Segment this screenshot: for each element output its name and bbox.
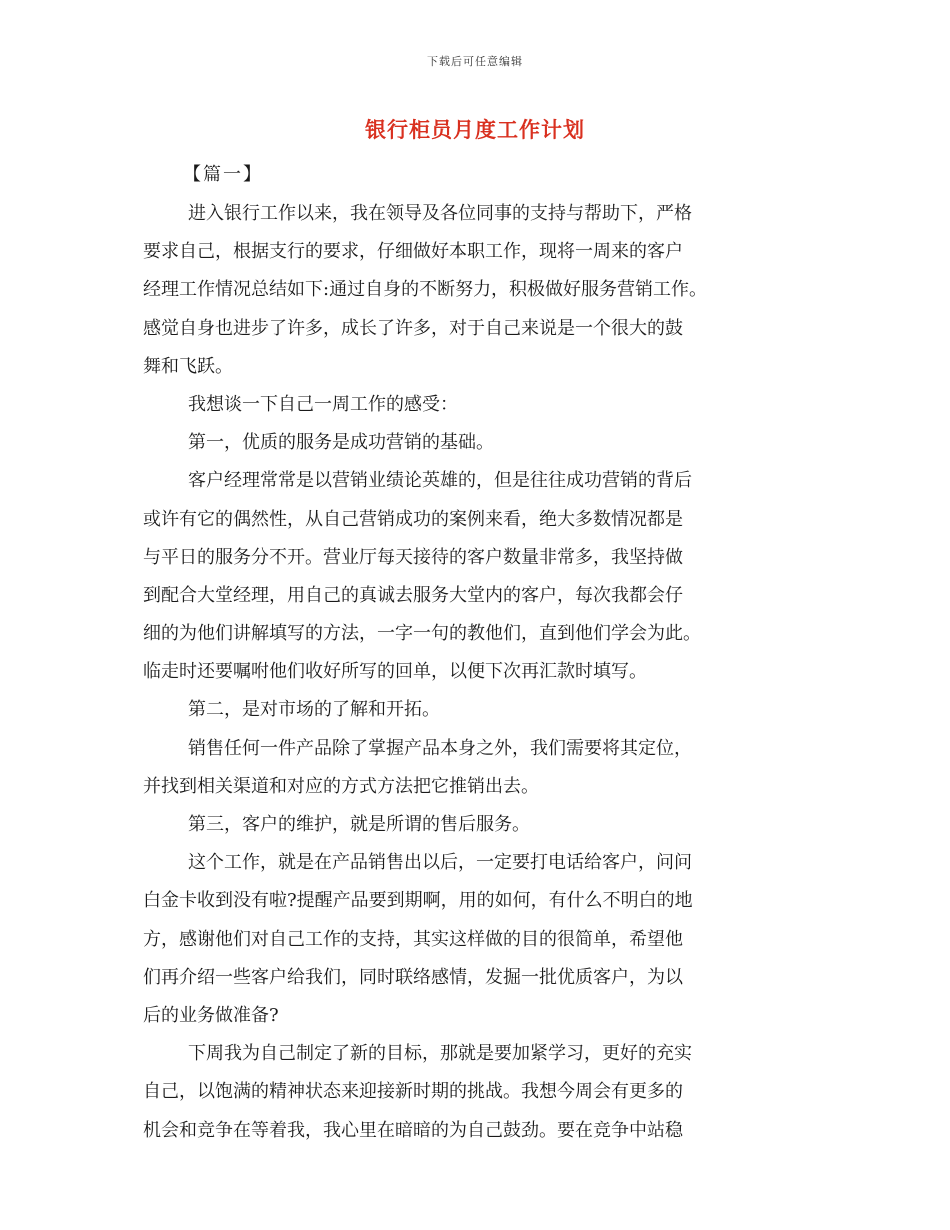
text-line: 进入银行工作以来，我在领导及各位同事的支持与帮助下，严格 bbox=[188, 203, 692, 224]
text-line: 自己，以饱满的精神状态来迎接新时期的挑战。我想今周会有更多的 bbox=[143, 1081, 683, 1103]
text-line: 或许有它的偶然性，从自己营销成功的案例来看，绝大多数情况都是 bbox=[143, 508, 683, 530]
text-line: 并找到相关渠道和对应的方式方法把它推销出去。 bbox=[143, 775, 539, 797]
text-line: 经理工作情况总结如下:通过自身的不断努力，积极做好服务营销工作。 bbox=[143, 279, 708, 301]
text-line: 白金卡收到没有啦?提醒产品要到期啊，用的如何，有什么不明白的地 bbox=[143, 890, 693, 912]
text-line: 我想谈一下自己一周工作的感受： bbox=[188, 393, 458, 415]
text-line: 第三，客户的维护，就是所谓的售后服务。 bbox=[188, 814, 530, 835]
text-line: 机会和竞争在等着我，我心里在暗暗的为自己鼓劲。要在竞争中站稳 bbox=[143, 1119, 683, 1141]
document-body bbox=[0, 195, 950, 1150]
text-line: 与平日的服务分不开。营业厅每天接待的客户数量非常多，我坚持做 bbox=[143, 546, 683, 568]
text-line: 后的业务做准备? bbox=[143, 1004, 279, 1026]
text-line: 要求自己，根据支行的要求，仔细做好本职工作，现将一周来的客户 bbox=[143, 241, 683, 263]
text-line: 舞和飞跃。 bbox=[143, 355, 233, 377]
text-line: 这个工作，就是在产品销售出以后，一定要打电话给客户，问问 bbox=[188, 852, 692, 874]
text-line: 们再介绍一些客户给我们，同时联络感情，发掘一批优质客户，为以 bbox=[143, 966, 683, 988]
document-title: 银行柜员月度工作计划 bbox=[365, 117, 585, 142]
text-line: 到配合大堂经理，用自己的真诚去服务大堂内的客户，每次我都会仔 bbox=[143, 584, 683, 606]
text-line: 第一，优质的服务是成功营销的基础。 bbox=[188, 432, 494, 454]
text-line: 客户经理常常是以营销业绩论英雄的，但是往往成功营销的背后 bbox=[188, 470, 692, 492]
section-label: 【篇一】 bbox=[183, 164, 263, 185]
text-line: 方，感谢他们对自己工作的支持，其实这样做的目的很简单，希望他 bbox=[143, 928, 683, 950]
text-line: 下周我为自己制定了新的目标，那就是要加紧学习，更好的充实 bbox=[188, 1043, 692, 1065]
text-line: 第二，是对市场的了解和开拓。 bbox=[188, 699, 440, 721]
page-header-note: 下载后可任意编辑 bbox=[427, 55, 523, 68]
text-line: 临走时还要嘱咐他们收好所写的回单，以便下次再汇款时填写。 bbox=[143, 661, 647, 683]
text-line: 销售任何一件产品除了掌握产品本身之外，我们需要将其定位， bbox=[188, 737, 692, 759]
text-line: 细的为他们讲解填写的方法，一字一句的教他们，直到他们学会为此。 bbox=[143, 623, 701, 645]
text-line: 感觉自身也进步了许多，成长了许多，对于自己来说是一个很大的鼓 bbox=[143, 317, 683, 339]
